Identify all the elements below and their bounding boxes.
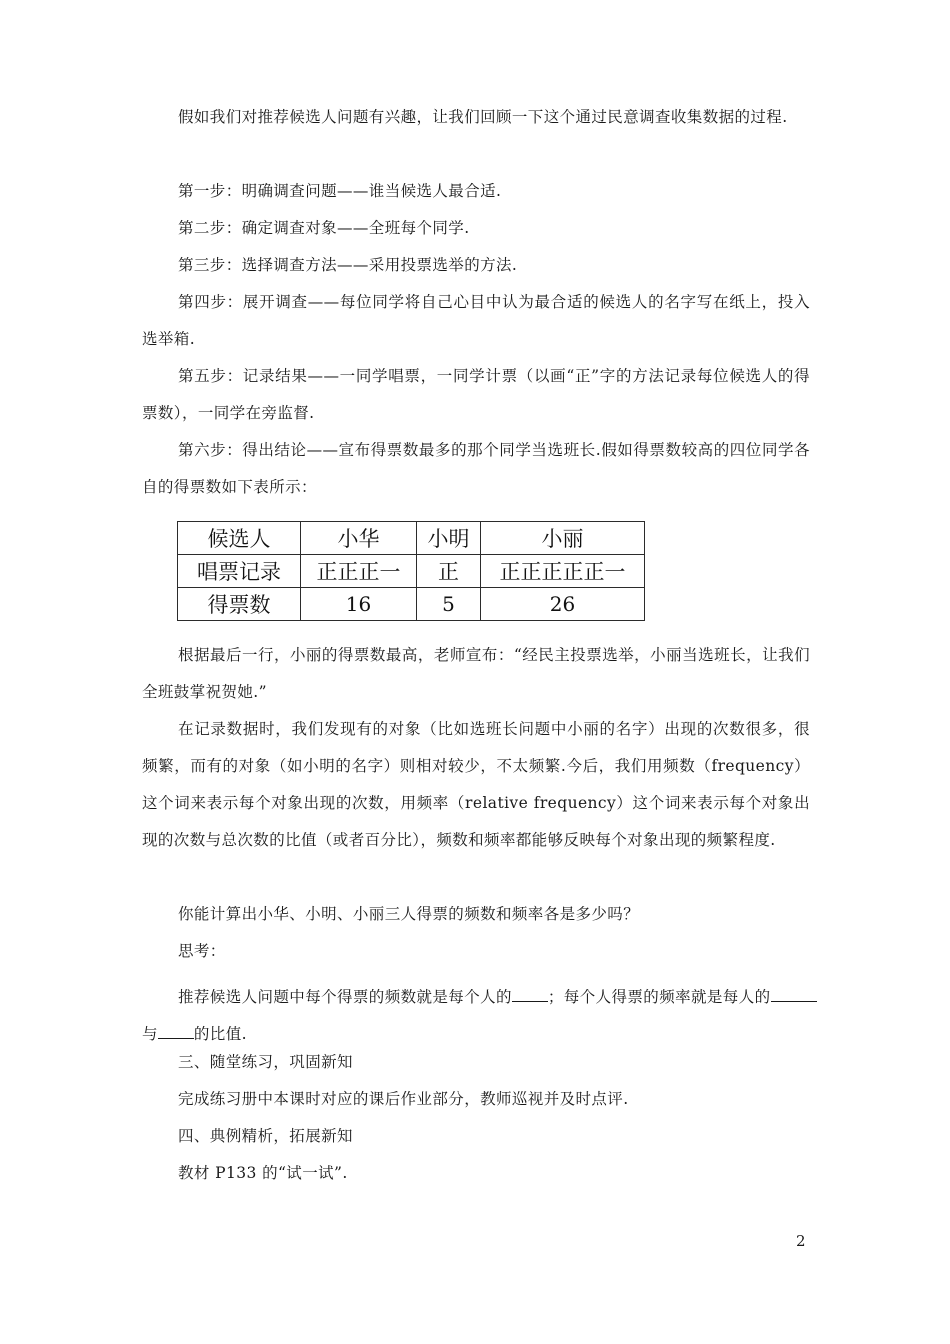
count-cell: 5 (417, 588, 481, 621)
tally-cell: 正正正一 (301, 555, 417, 588)
step-3: 第三步：选择调查方法——采用投票选举的方法. (178, 256, 518, 274)
question-paragraph: 你能计算出小华、小明、小丽三人得票的频数和频率各是多少吗？ (178, 905, 640, 923)
after-table-paragraph: 根据最后一行，小丽的得票数最高，老师宣布：“经民主投票选举，小丽当选班长，让我们全班鼓掌祝贺她.” (142, 646, 810, 701)
fill-text-4: 的比值. (193, 1025, 247, 1043)
step-1: 第一步：明确调查问题——谁当候选人最合适. (178, 182, 502, 200)
header-cell: 小华 (301, 522, 417, 555)
row-label: 唱票记录 (178, 555, 301, 588)
fill-text-1: 推荐候选人问题中每个得票的频数就是每个人的 (178, 988, 512, 1006)
table-row-header (178, 522, 645, 555)
page-number: 2 (796, 1232, 806, 1250)
step-4: 第四步：展开调查——每位同学将自己心目中认为最合适的候选人的名字写在纸上，投入选举箱. (142, 293, 810, 348)
fill-blank-line-2 (142, 1022, 247, 1045)
section-4-heading: 四、典例精析，拓展新知 (178, 1127, 353, 1145)
row-label: 得票数 (178, 588, 301, 621)
tally-cell: 正正正正正一 (481, 555, 645, 588)
step-6: 第六步：得出结论——宣布得票数最多的那个同学当选班长.假如得票数较高的四位同学各自的得票数如下表所示： (142, 441, 810, 496)
header-cell: 候选人 (178, 522, 301, 555)
step-5: 第五步：记录结果——一同学唱票，一同学计票（以画“正”字的方法记录每位候选人的得票数），一同学在旁监督. (142, 367, 810, 422)
table-row-count (178, 588, 645, 621)
step-2: 第二步：确定调查对象——全班每个同学. (178, 219, 470, 237)
answer-blank-1[interactable] (512, 985, 548, 1002)
header-cell: 小丽 (481, 522, 645, 555)
vote-table (177, 521, 645, 621)
tally-cell: 正 (417, 555, 481, 588)
frequency-paragraph: 在记录数据时，我们发现有的对象（比如选班长问题中小丽的名字）出现的次数很多，很频繁，而有的对象（如小明的名字）则相对较少，不太频繁.今后，我们用频数（frequency）这个词来表示每个对象出现的次数，用频率（relative frequency）这个词来表示每个对象出现的次数与总次数的比值（或者百分比），频数和频率都能够反映每个对象出现的频繁程度. (142, 720, 810, 849)
think-label: 思考： (178, 942, 226, 960)
count-cell: 26 (481, 588, 645, 621)
intro-paragraph: 假如我们对推荐候选人问题有兴趣，让我们回顾一下这个通过民意调查收集数据的过程. (178, 108, 788, 126)
section-3-text: 完成练习册中本课时对应的课后作业部分，教师巡视并及时点评. (178, 1090, 629, 1108)
count-cell: 16 (301, 588, 417, 621)
fill-text-2: ；每个人得票的频率就是每人的 (547, 988, 771, 1006)
section-4-text: 教材 P133 的“试一试”. (178, 1164, 348, 1182)
section-3-heading: 三、随堂练习，巩固新知 (178, 1053, 353, 1071)
fill-blank-line-1 (178, 985, 817, 1008)
answer-blank-3[interactable] (158, 1022, 194, 1039)
table-row-tally (178, 555, 645, 588)
fill-text-3: 与 (142, 1025, 158, 1043)
header-cell: 小明 (417, 522, 481, 555)
answer-blank-2[interactable] (771, 985, 817, 1002)
